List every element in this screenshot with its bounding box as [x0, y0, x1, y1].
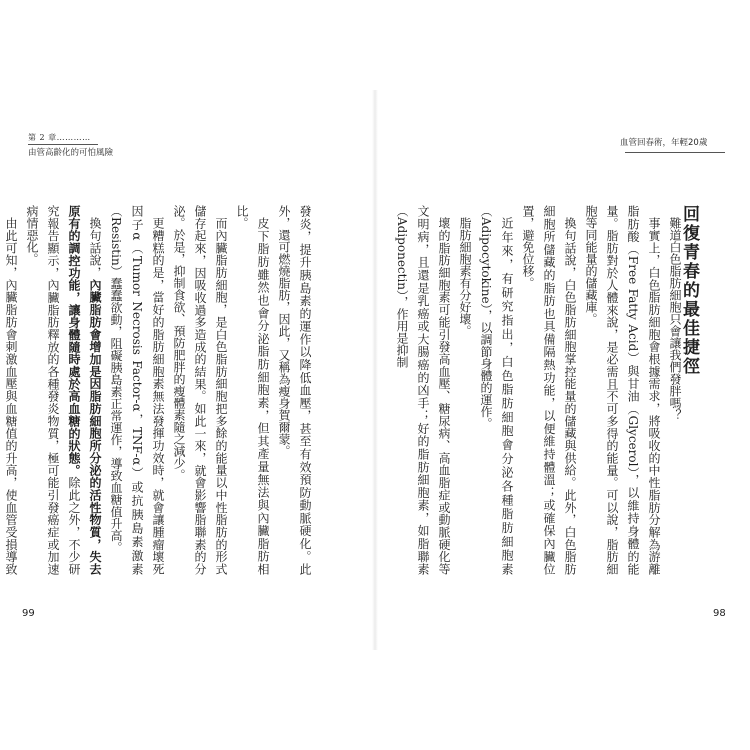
text-span: 換句話說，	[88, 217, 102, 279]
paragraph: 難道白色脂肪細胞只會讓我們發胖嗎？	[668, 217, 682, 421]
left-body-text	[4, 205, 315, 576]
running-title: 血管回春術，年輕20歲	[620, 138, 708, 148]
right-page	[375, 0, 750, 750]
paragraph: 事實上，白色脂肪細胞會根據需求，將吸收的中性脂肪分解為游離脂肪酸（Free Fatty Acid）與甘油（Glycerol），以維持身體的能量。脂肪對於人體來說，是必需且不可多得的能量。可以說，脂肪細胞等同能量的儲藏庫。	[584, 205, 661, 575]
paragraph: 更糟糕的是，當好的脂肪細胞素無法發揮功效時，就會讓腫瘤壞死因子α（Tumor Necrosis Factor-α，TNF-α）或抗胰島素激素（Resistin）蠢蠢欲動，阻礙胰島素正常運作，導致血糖值升高。	[109, 205, 165, 575]
paragraph: 由此可知，內臟脂肪會刺激血壓與血糖值的升高，使血管受損導致	[4, 217, 18, 575]
page-number-right: 98	[713, 608, 726, 619]
chapter-label: 第 2 章…………	[28, 133, 91, 142]
paragraph	[21, 205, 105, 575]
page-number-left: 99	[22, 608, 35, 619]
paragraph: 而內臟脂肪細胞，是白色脂肪細胞把多餘的能量以中性脂肪的形式儲存起來，因吸收過多造成的結果。如此一來，就會影響脂聯素的分泌。於是，抑制食欲、預防肥胖的瘦體素隨之減少。	[172, 205, 228, 575]
header-rule	[28, 144, 98, 145]
paragraph: 換句話說，白色脂肪細胞掌控能量的儲藏與供給。此外，白色脂肪細胞所儲藏的脂肪也具備隔熱功能，以便維持體溫；或確保內臟位置，避免位移。	[521, 205, 577, 575]
paragraph: 壞的脂肪細胞素可能引發高血壓、糖尿病、高血脂症或動脈硬化等文明病，且還是乳癌或大腸癌的凶手；好的脂肪細胞素，如脂聯素（Adiponectin），作用是抑制	[395, 205, 451, 575]
section-title: 由管高齡化的可怕風險	[28, 148, 114, 158]
header-rule	[625, 152, 725, 153]
text-span: 除此之外，不少研究報告顯示，內臟脂肪釋放的各種發炎物質，極可能引發癌症或加速病情惡化。	[25, 205, 81, 576]
paragraph: 脂肪細胞素有分好壞。	[458, 217, 472, 337]
paragraph: 近年來，有研究指出，白色脂肪細胞會分泌各種脂肪細胞素（Adipocytokine），以調節身體的運作。	[479, 205, 514, 575]
paragraph: 皮下脂肪雖然也會分泌脂肪細胞素，但其產量無法與內臟脂肪相比。	[235, 205, 270, 575]
section-heading: 回復青春的最佳捷徑	[679, 205, 699, 376]
paragraph: 發炎，提升胰島素的運作以降低血壓，甚至有效預防動脈硬化。此外，還可燃燒脂肪，因此，又稱為瘦身賀爾蒙。	[277, 205, 312, 575]
right-body-text	[395, 205, 685, 575]
bold-text: 內臟脂肪會增加是因脂肪細胞所分泌的活性物質，失去原有的調控功能，讓身體隨時處於高血糖的狀態。	[67, 205, 102, 576]
